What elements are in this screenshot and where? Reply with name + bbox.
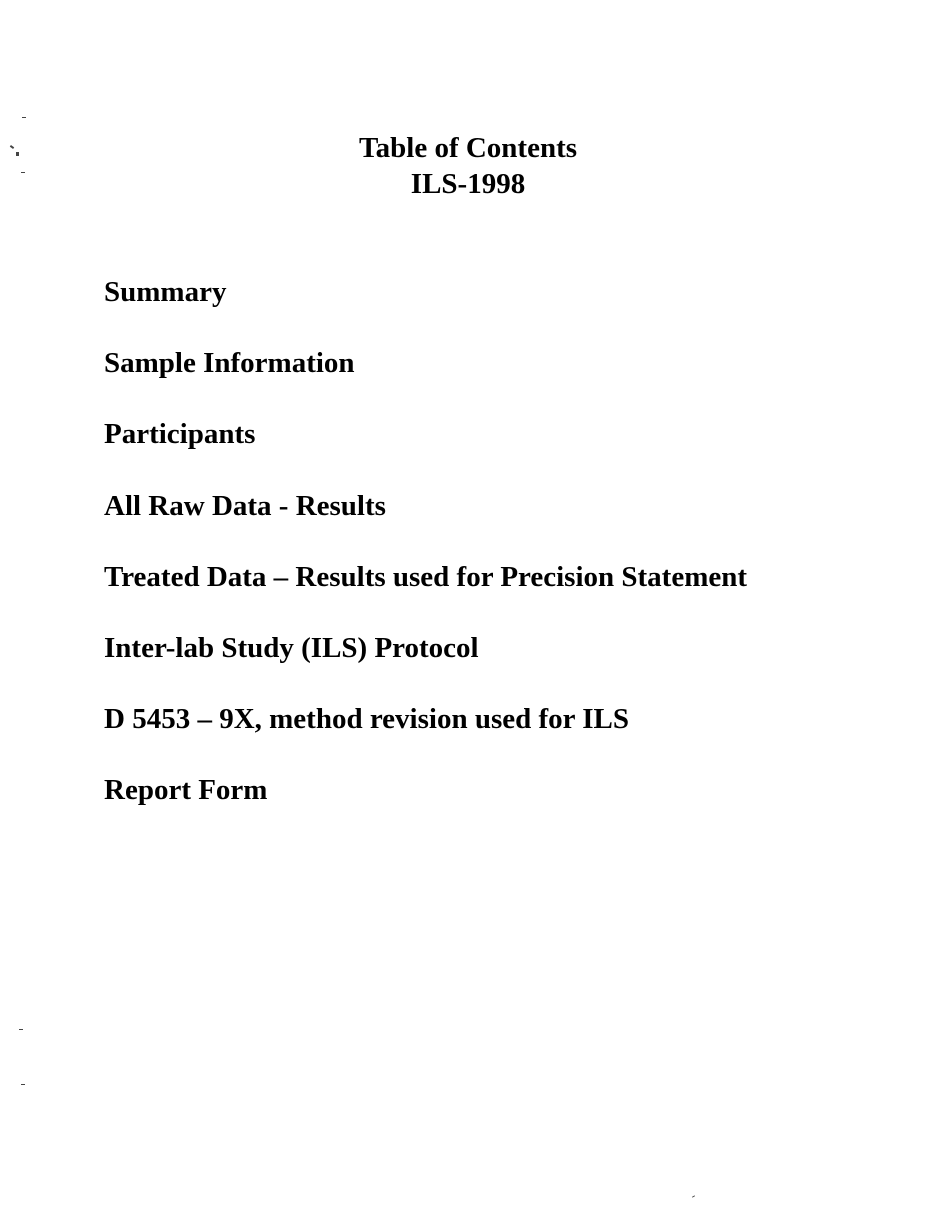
toc-entry-ils-protocol: Inter-lab Study (ILS) Protocol	[104, 631, 479, 664]
scan-speck	[19, 1029, 23, 1030]
toc-entry-sample-information: Sample Information	[104, 347, 355, 380]
toc-entry-report-form: Report Form	[104, 774, 268, 807]
toc-entry-all-raw-data: All Raw Data - Results	[104, 489, 386, 522]
scan-speck	[22, 117, 26, 118]
scan-speck	[21, 1084, 25, 1085]
scan-speck	[16, 152, 19, 156]
document-header	[0, 130, 936, 202]
toc-entry-method-revision: D 5453 – 9X, method revision used for ILS	[104, 703, 630, 736]
scan-speck	[21, 172, 25, 173]
table-of-contents	[104, 274, 747, 844]
toc-entry-summary: Summary	[104, 276, 227, 308]
document-subtitle: ILS-1998	[410, 168, 526, 200]
toc-entry-treated-data: Treated Data – Results used for Precision Statement	[104, 560, 748, 593]
scan-speck	[692, 1195, 695, 1197]
document-title: Table of Contents	[358, 132, 578, 164]
toc-entry-participants: Participants	[104, 418, 256, 451]
